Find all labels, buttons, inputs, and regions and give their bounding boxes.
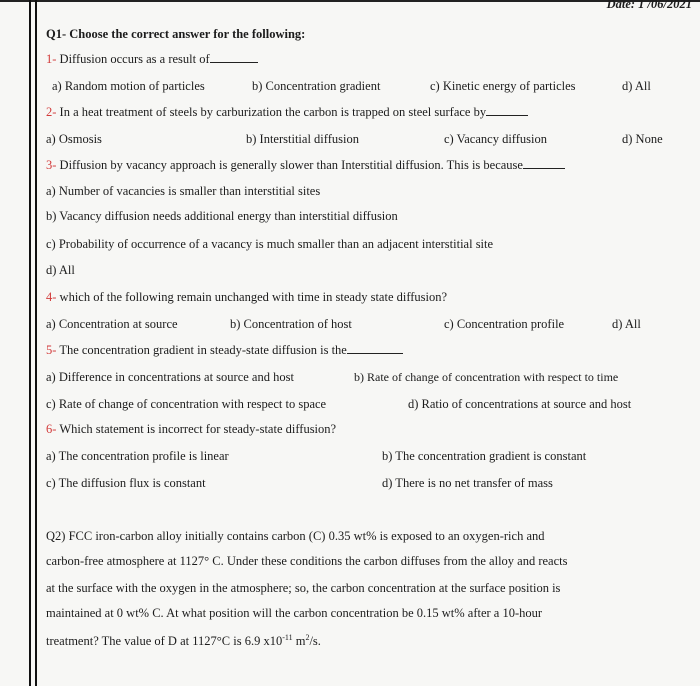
question-text: Diffusion by vacancy approach is generally slower than Interstitial diffusion. This is because — [56, 158, 523, 172]
question-number: 4- — [46, 290, 57, 304]
option-d: d) Ratio of concentrations at source and host — [408, 397, 632, 411]
q2-line-3: at the surface with the oxygen in the atmosphere; so, the carbon concentration at the surface position is — [46, 581, 561, 595]
option-a: a) Concentration at source — [46, 317, 178, 331]
option-a: a) The concentration profile is linear — [46, 449, 229, 463]
q2-line-5 — [46, 630, 321, 649]
option-c: c) Kinetic energy of particles — [430, 79, 576, 93]
question-1 — [46, 51, 258, 67]
exam-date: Date: 1 /06/2021 — [606, 0, 692, 11]
question-4 — [46, 289, 447, 305]
option-b: b) The concentration gradient is constant — [382, 449, 587, 463]
question-5 — [46, 342, 403, 358]
question-number: 6- — [46, 422, 57, 436]
question-number: 1- — [46, 52, 57, 66]
option-a: a) Random motion of particles — [52, 79, 205, 93]
q2-line-1: Q2) FCC iron-carbon alloy initially contains carbon (C) 0.35 wt% is exposed to an oxygen-rich and — [46, 529, 545, 543]
question-text: Which statement is incorrect for steady-state diffusion? — [56, 422, 337, 436]
q2-line-2: carbon-free atmosphere at 1127° C. Under these conditions the carbon diffuses from the alloy and reacts — [46, 554, 568, 568]
question-6 — [46, 421, 336, 437]
question-number: 2- — [46, 105, 57, 119]
question-number: 5- — [46, 343, 57, 357]
option-c: c) Vacancy diffusion — [444, 132, 547, 146]
question-2 — [46, 104, 528, 120]
exponent: -11 — [282, 633, 293, 642]
q2-last-line-text: treatment? The value of D at 1127°C is 6.9 x10 — [46, 634, 283, 649]
question-text: In a heat treatment of steels by carburization the carbon is trapped on steel surface by — [56, 105, 487, 119]
option-a: a) Osmosis — [46, 132, 102, 146]
option-d: d) There is no net transfer of mass — [382, 476, 553, 490]
question-text: which of the following remain unchanged with time in steady state diffusion? — [56, 290, 448, 304]
option-b: b) Interstitial diffusion — [246, 132, 359, 146]
option-a: a) Difference in concentrations at source and host — [46, 370, 294, 384]
option-d: d) All — [46, 263, 75, 277]
q1-title: Q1- Choose the correct answer for the following: — [46, 27, 306, 41]
left-margin-line-inner — [35, 0, 37, 686]
question-text: The concentration gradient in steady-state diffusion is the — [56, 343, 347, 357]
option-d: d) All — [612, 317, 641, 331]
option-c: c) Probability of occurrence of a vacancy is much smaller than an adjacent interstitial site — [46, 237, 494, 251]
q2-line-4: maintained at 0 wt% C. At what position will the carbon concentration be 0.15 wt% after a 10-hour — [46, 606, 543, 620]
option-b: b) Concentration of host — [230, 317, 352, 331]
question-text: Diffusion occurs as a result of — [56, 52, 210, 66]
question-3 — [46, 157, 565, 173]
question-number: 3- — [46, 158, 57, 172]
option-c: c) Rate of change of concentration with respect to space — [46, 397, 327, 411]
answer-blank — [486, 105, 528, 116]
answer-blank — [523, 158, 565, 169]
unit-base: m — [292, 634, 306, 649]
answer-blank — [347, 343, 403, 354]
option-b: b) Vacancy diffusion needs additional energy than interstitial diffusion — [46, 209, 398, 223]
option-d: d) All — [622, 79, 651, 93]
option-d: d) None — [622, 132, 663, 146]
top-border — [0, 0, 700, 2]
answer-blank — [210, 52, 258, 63]
left-margin-line — [29, 0, 31, 686]
unit-end: /s. — [309, 634, 321, 649]
option-b: b) Concentration gradient — [252, 79, 381, 93]
option-c: c) Concentration profile — [444, 317, 565, 331]
option-a: a) Number of vacancies is smaller than interstitial sites — [46, 184, 321, 198]
option-c: c) The diffusion flux is constant — [46, 476, 206, 490]
option-b: b) Rate of change of concentration with respect to time — [354, 370, 619, 384]
unit-exponent: 2 — [305, 633, 310, 642]
